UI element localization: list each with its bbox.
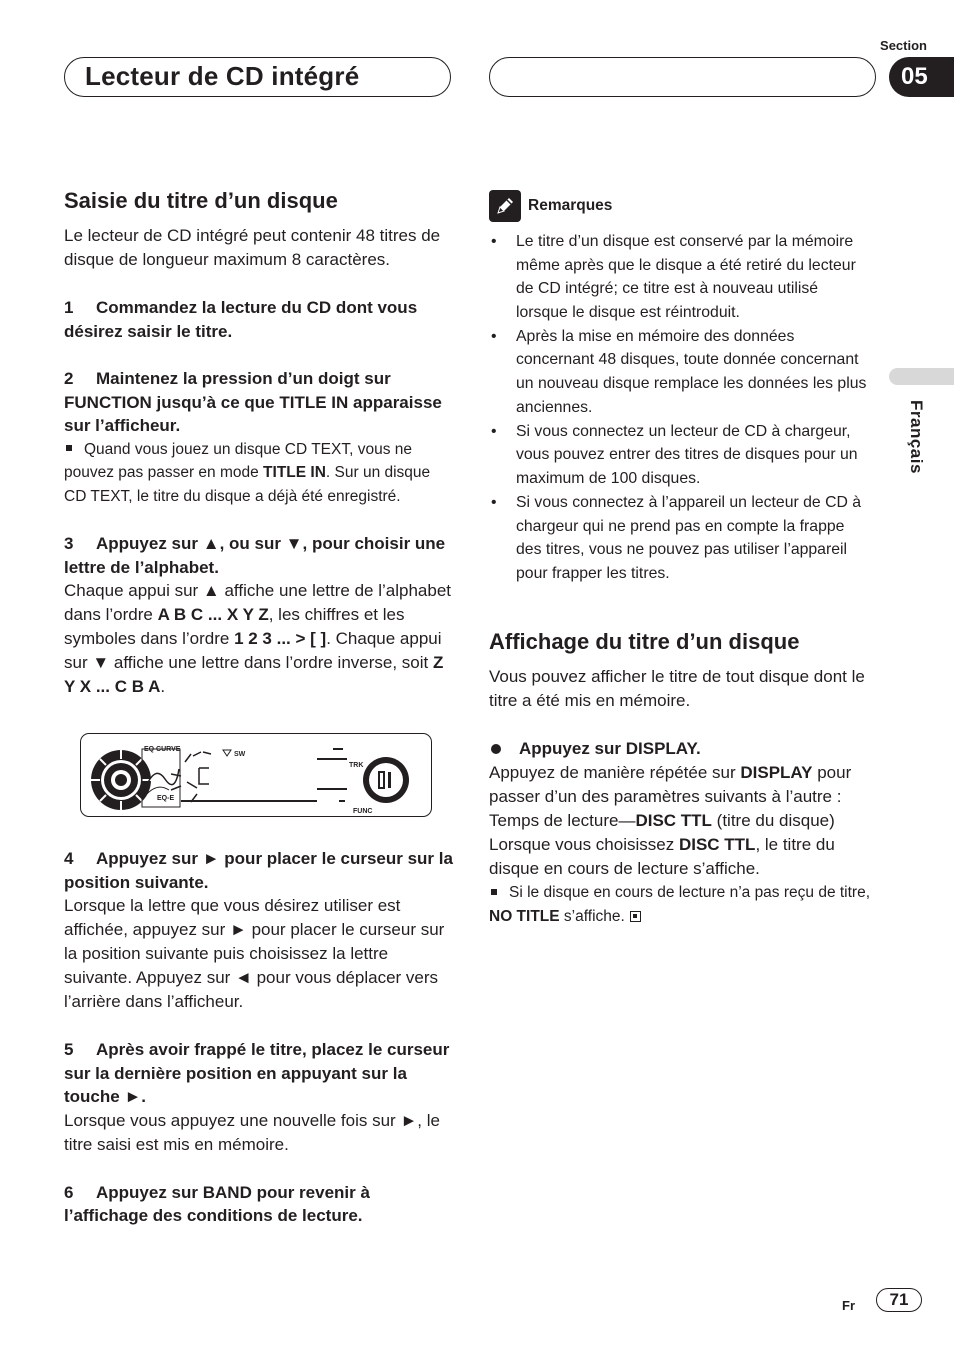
- step-number: 4: [64, 849, 74, 868]
- display-intro: Vous pouvez afficher le titre de tout disque dont le titre a été mis en mémoire.: [489, 667, 865, 711]
- body-text: Chaque appui sur ▲ affiche une lettre de l’alphabet dans l’ordre: [64, 581, 451, 624]
- remark-item: [489, 491, 874, 585]
- remarks-list: [489, 230, 874, 585]
- body-keyword: Z Y X ... C B A: [64, 653, 444, 696]
- footer-language: Fr: [842, 1298, 855, 1313]
- intro-paragraph: Le lecteur de CD intégré peut contenir 48 titres de disque de longueur maximum 8 caractères.: [64, 226, 441, 269]
- lcd-eq-e-label: EQ-E: [157, 795, 175, 802]
- remark-text: Le titre d’un disque est conservé par la mémoire même après que le disque a été retiré du lecteur de CD intégré; ce titre est à nouveau utilisé lorsque le disque est réintroduit.: [516, 233, 856, 321]
- end-of-section-icon: [630, 911, 641, 922]
- note-keyword: NO TITLE: [489, 907, 560, 925]
- body-text: Temps de lecture—: [489, 811, 636, 831]
- display-note: [489, 881, 874, 928]
- body-text: pour passer d’un des paramètres suivants à l’autre :: [489, 763, 852, 807]
- lcd-func-label: FUNC: [353, 808, 373, 815]
- remarks-header: [489, 190, 874, 222]
- body-keyword: DISPLAY: [740, 763, 813, 783]
- remark-item: [489, 230, 874, 324]
- step-text: Maintenez la pression d’un doigt sur FUNCTION jusqu’à ce que TITLE IN apparaisse sur l’afficheur.: [64, 369, 442, 435]
- note-keyword: TITLE IN: [263, 464, 326, 481]
- step-number: 5: [64, 1040, 74, 1059]
- body-text: , le titre du disque en cours de lecture s’affiche.: [489, 835, 835, 879]
- lcd-eq-curve-label: EQ CURVE: [144, 746, 181, 753]
- display-step: [489, 737, 874, 761]
- lcd-sw-label: SW: [234, 751, 246, 758]
- body-text: Lorsque vous choisissez: [489, 835, 679, 855]
- body-text: , les chiffres et les symboles dans l’ordre: [64, 605, 405, 648]
- step-text: Appuyez sur ► pour placer le curseur sur la position suivante.: [64, 849, 453, 892]
- note-text: Quand vous jouez un disque CD TEXT, vous ne pouvez pas passer en mode: [64, 440, 412, 481]
- step-number: 1: [64, 298, 74, 317]
- right-column: [489, 190, 874, 928]
- page-number-text: 71: [889, 1290, 909, 1309]
- step-4-body: Lorsque la lettre que vous désirez utiliser est affichée, appuyez sur ► pour placer le curseur sur la position suivante puis choisissez la lettre suivante. Appuyez sur ◄ pour vous déplacer vers l’arrière dans l’afficheur.: [64, 896, 445, 1011]
- pencil-note-icon: [489, 190, 521, 222]
- step-number: 6: [64, 1182, 74, 1202]
- body-text: Appuyez de manière répétée sur: [489, 763, 741, 783]
- bullet-icon: •: [491, 422, 497, 440]
- step-1: [64, 296, 454, 343]
- step-2: [64, 367, 454, 438]
- body-keyword: DISC TTL: [635, 811, 712, 831]
- step-number: 3: [64, 534, 74, 553]
- section-heading-title-entry: Saisie du titre d’un disque: [64, 188, 338, 213]
- remarks-title: Remarques: [528, 197, 613, 214]
- remark-text: Si vous connectez un lecteur de CD à chargeur, vous pouvez entrer des titres de disques pour un maximum de 100 disques.: [516, 422, 858, 487]
- body-text: .: [160, 677, 166, 696]
- display-body: [489, 761, 874, 881]
- lcd-trk-label: TRK: [349, 762, 364, 769]
- square-bullet-icon: [491, 889, 497, 895]
- note-text: s’affiche.: [559, 907, 625, 925]
- left-column-lower: [64, 826, 454, 1228]
- square-bullet-icon: [66, 445, 72, 451]
- remark-text: Si vous connectez à l’appareil un lecteur de CD à chargeur qui ne prend pas en compte la frappe des titres, vous ne pouvez pas utiliser l’appareil pour frapper les titres.: [516, 494, 862, 582]
- step-5: [64, 1038, 454, 1109]
- body-keyword: DISC TTL: [678, 835, 756, 855]
- step-text: Après avoir frappé le titre, placez le curseur sur la dernière position en appuyant sur la touche ►.: [64, 1040, 450, 1106]
- remark-item: [489, 420, 874, 491]
- section-number: 05: [901, 63, 928, 90]
- language-tab-marker: [889, 368, 954, 385]
- page-number: [876, 1288, 922, 1312]
- step-4: [64, 847, 454, 894]
- step-3-body: [64, 579, 454, 699]
- step-text: Appuyez sur BAND pour revenir à l’affichage des conditions de lecture.: [64, 1182, 370, 1225]
- header-blank-pill: [489, 57, 876, 97]
- note-text: . Sur un disque CD TEXT, le titre du disque a déjà été enregistré.: [64, 464, 431, 505]
- step-number: 2: [64, 369, 74, 388]
- language-tab-label: Français: [907, 400, 926, 474]
- step-5-body: Lorsque vous appuyez une nouvelle fois sur ►, le titre saisi est mis en mémoire.: [64, 1110, 440, 1154]
- step-3: [64, 532, 454, 579]
- lcd-display-illustration: [80, 733, 432, 817]
- chapter-title: Lecteur de CD intégré: [85, 61, 360, 91]
- step-text: Appuyez sur ▲, ou sur ▼, pour choisir une lettre de l’alphabet.: [64, 534, 446, 577]
- sw-speaker-icon: [223, 750, 231, 756]
- section-number-tab: [889, 57, 954, 97]
- bullet-icon: •: [491, 327, 497, 345]
- chapter-title-pill: [64, 57, 451, 97]
- body-text: . Chaque appui sur ▼ affiche une lettre dans l’ordre inverse, soit: [64, 629, 442, 672]
- remark-item: [489, 325, 874, 419]
- bullet-icon: •: [491, 494, 497, 512]
- bullet-icon: •: [491, 233, 497, 250]
- display-step-text: Appuyez sur DISPLAY.: [519, 739, 701, 759]
- step-6: [64, 1181, 454, 1228]
- remark-text: Après la mise en mémoire des données concernant 48 disques, toute donnée concernant un nouveau disque remplace les données les plus anciennes.: [516, 327, 867, 416]
- section-heading-title-display: Affichage du titre d’un disque: [489, 629, 800, 655]
- left-column: [64, 186, 454, 699]
- lcd-drawing: [81, 734, 432, 817]
- body-text: (titre du disque): [711, 811, 835, 831]
- body-keyword: A B C ... X Y Z: [157, 605, 269, 624]
- section-label: Section: [880, 38, 927, 53]
- step-2-note: [64, 438, 454, 509]
- filled-circle-icon: [491, 744, 501, 754]
- body-keyword: 1 2 3 ... > [ ]: [234, 629, 327, 648]
- note-text: Si le disque en cours de lecture n’a pas reçu de titre,: [509, 884, 871, 902]
- step-text: Commandez la lecture du CD dont vous désirez saisir le titre.: [64, 298, 418, 341]
